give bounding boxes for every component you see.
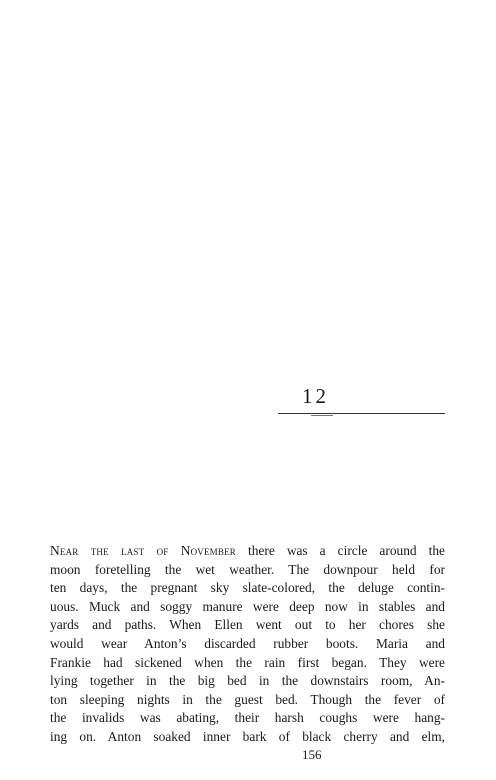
body-line-9: ton sleeping nights in the guest bed. Though the fever of — [50, 691, 445, 707]
body-text — [50, 542, 445, 747]
lead-in-smallcaps: Near the last of November — [50, 543, 236, 558]
body-line-1 — [50, 542, 445, 561]
chapter-rule-tick — [311, 415, 333, 416]
body-line-7: Frankie had sickened when the rain first began. They were — [50, 654, 445, 670]
body-line-1-rest: there was a circle around the — [235, 543, 445, 558]
body-line-2: moon foretelling the wet weather. The downpour held for — [50, 561, 445, 577]
chapter-number: 12 — [302, 384, 329, 408]
body-line-11: ing on. Anton soaked inner bark of black cherry and elm, — [50, 728, 445, 744]
body-line-5: yards and paths. When Ellen went out to her chores she — [50, 617, 445, 633]
chapter-rule — [278, 413, 445, 414]
body-line-10: the invalids was abating, their harsh coughs were hang- — [50, 710, 445, 726]
body-line-3: ten days, the pregnant sky slate-colored, the deluge contin- — [50, 580, 445, 596]
page-number: 156 — [302, 747, 322, 762]
body-line-8: lying together in the big bed in the downstairs room, An- — [50, 673, 445, 689]
body-line-6: would wear Anton’s discarded rubber boots. Maria and — [50, 635, 445, 651]
body-line-4: uous. Muck and soggy manure were deep now in stables and — [50, 598, 445, 614]
